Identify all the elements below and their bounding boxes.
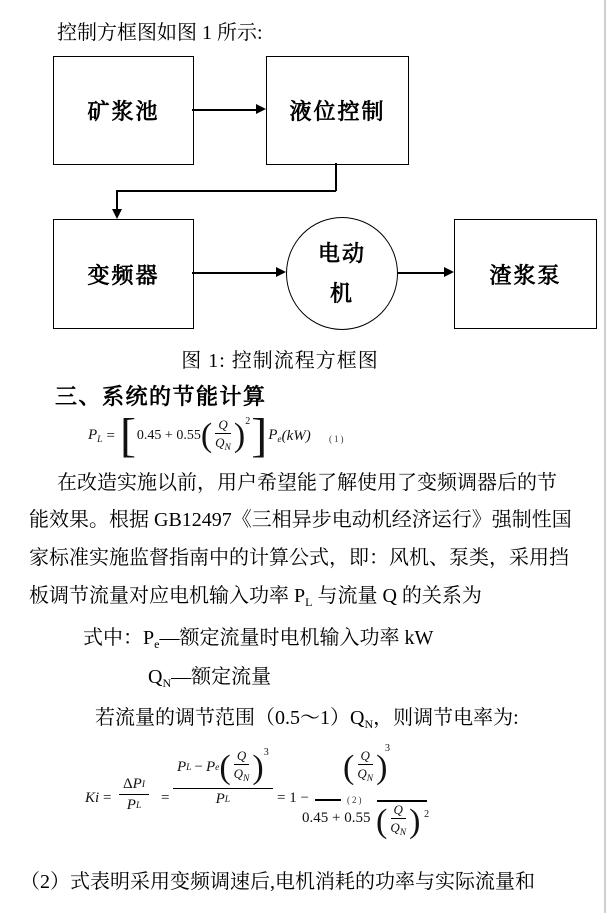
- connector-line: [116, 190, 118, 211]
- fraction-numerator: Δ P I: [119, 776, 149, 795]
- formula-term: Ki =: [85, 790, 112, 806]
- q-ratio-fraction: ( $\frac{Q}{Q_N}$ ): [219, 748, 264, 786]
- equation-number-1: (1): [329, 434, 346, 444]
- formula-coefficients: 0.45 + 0.55: [136, 428, 201, 443]
- arrowhead-right-icon: [276, 267, 286, 277]
- clipped-q-fraction: ( $\frac{Q}{Q_N}$ ): [343, 748, 387, 786]
- box-label-level-control: 液位控制: [289, 99, 386, 124]
- fraction-numerator: P L − P e ( $\frac{Q}{Q_N}$ ) 3: [173, 748, 273, 789]
- fraction-denominator: P L: [126, 797, 142, 813]
- diagram-box-inverter: [53, 219, 194, 329]
- diagram-box-level-control: [266, 56, 409, 165]
- delta-p-fraction: [119, 776, 149, 814]
- subscript: L: [305, 595, 313, 609]
- page-edge: [604, 0, 606, 913]
- paragraph-line: 在改造实施以前，用户希望能了解使用了变频调器后的节: [57, 472, 557, 494]
- paragraph-line: 能效果。根据 GB12497《三相异步电动机经济运行》强制性国: [29, 509, 572, 531]
- diagram-circle-motor: [286, 217, 398, 330]
- paragraph-line: （2）式表明采用变频调速后,电机消耗的功率与实际流量和: [20, 871, 535, 893]
- formula-1: [88, 411, 311, 461]
- paragraph-line: 家标准实施监督指南中的计算公式，即：风机、泵类，采用挡: [29, 547, 569, 569]
- box-label-inverter: 变频器: [87, 262, 160, 288]
- connector-line: [335, 163, 337, 191]
- left-paren: (: [200, 417, 213, 454]
- q-ratio-fraction: [201, 417, 245, 456]
- arrowhead-down-icon: [112, 209, 122, 219]
- box-label-slurry-pool: 矿浆池: [87, 99, 160, 124]
- equals-sign: =: [161, 790, 170, 806]
- where-clause-line: $Q_N—$额定流量: [148, 666, 272, 690]
- intro-line: 控制方框图如图 1 所示:: [57, 22, 263, 44]
- diagram-box-slurry-pool: [53, 56, 194, 165]
- one-minus-term: = 1 −: [277, 790, 309, 806]
- equals-sign: =: [106, 427, 115, 444]
- denominator-coefficients: 0.45 + 0.55: [302, 810, 371, 826]
- arrow-shaft: [192, 272, 278, 274]
- exponent: 3: [385, 743, 390, 754]
- exponent: 2: [424, 808, 430, 820]
- fraction-denominator: $Q_N$: [215, 434, 231, 453]
- fraction-denominator: P L: [215, 791, 231, 807]
- fraction-numerator: Q: [215, 417, 230, 434]
- arrow-shaft: [397, 272, 445, 274]
- paragraph-line: 板调节流量对应电机输入功率 $P_L$ 与流量 Q 的关系为: [29, 585, 482, 609]
- formula-1-row: [88, 411, 311, 461]
- formula-term: $P_L$: [88, 427, 103, 445]
- exponent: 2: [245, 415, 251, 427]
- motor-label-line2: 机: [329, 280, 354, 306]
- fraction: [212, 417, 234, 456]
- subscript: N: [364, 717, 374, 731]
- left-bracket: [: [119, 409, 136, 462]
- power-ratio-fraction: [173, 748, 273, 808]
- unit-kw: (kW): [281, 427, 311, 444]
- where-clause-line: 若流量的调节范围$(0.5\sim 1)Q_N$，则调节电率为:: [95, 707, 519, 731]
- right-paren: ): [233, 417, 246, 454]
- where-clause-line: 式中：$P_e—$额定流量时电机输入功率 kW: [83, 627, 434, 651]
- connector-line: [116, 190, 336, 192]
- figure-caption: 图 1: 控制流程方框图: [181, 350, 379, 372]
- section-heading: 三、系统的节能计算: [55, 384, 267, 409]
- formula-2: [85, 740, 565, 860]
- exponent: 3: [263, 747, 269, 758]
- fraction-bar: [315, 799, 341, 801]
- arrow-shaft: [192, 109, 258, 111]
- formula-term: $P_e$: [268, 427, 282, 445]
- diagram-box-slurry-pump: [454, 219, 597, 329]
- motor-label-line1: 电动: [317, 240, 366, 266]
- right-bracket: ]: [251, 409, 268, 462]
- subscript: e: [154, 637, 160, 651]
- arrowhead-right-icon: [256, 104, 266, 114]
- q-ratio-fraction: ( $\frac{Q}{Q_N}$ ) $^2$: [376, 802, 430, 840]
- subscript: N: [162, 676, 172, 690]
- equation-number-2: (2): [347, 795, 364, 805]
- arrowhead-right-icon: [444, 267, 454, 277]
- box-label-slurry-pump: 渣浆泵: [489, 262, 562, 288]
